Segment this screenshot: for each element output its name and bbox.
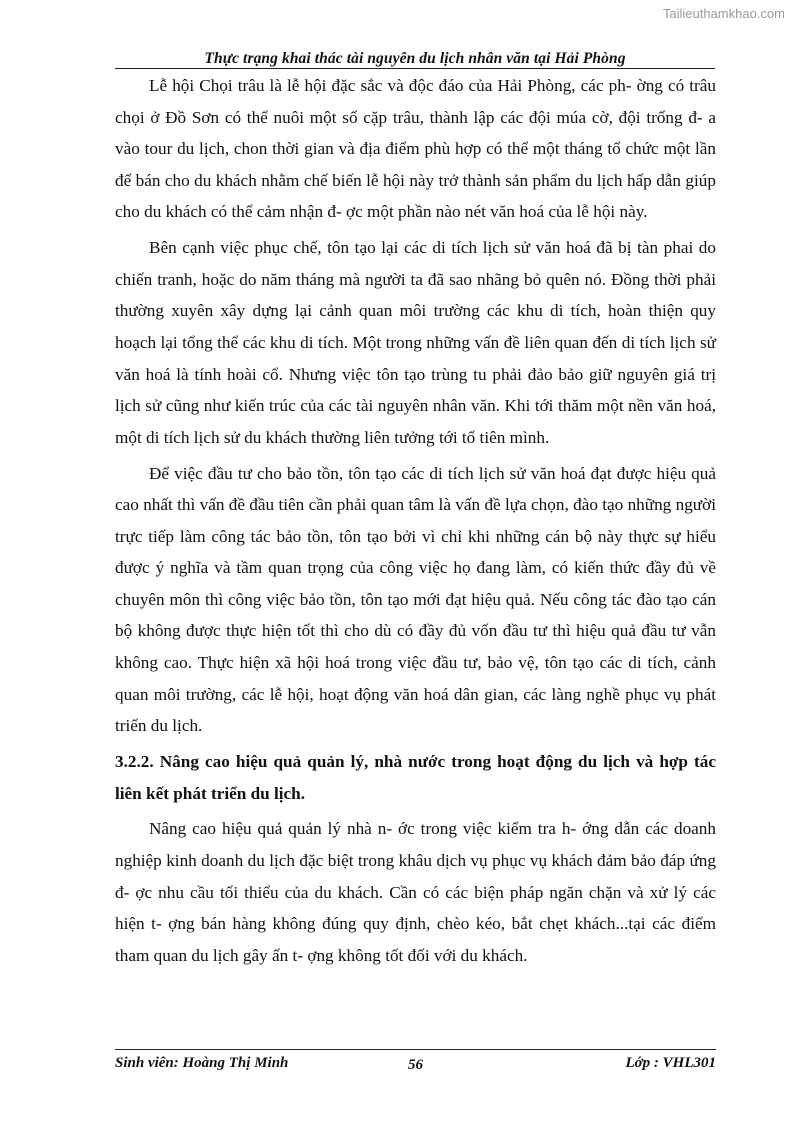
- header-divider: [115, 68, 715, 69]
- footer-student-name: Sinh viên: Hoàng Thị Minh: [115, 1055, 289, 1071]
- paragraph-buffalo-fighting: Lễ hội Chọi trâu là lễ hội đặc sắc và độc đáo của Hải Phòng, các ph- ờng có trâu chọi ở Đồ Sơn có thể nuôi một số cặp trâu, thành lập các đội múa cờ, đội trống đ- a vào tour du lịch, chon thời gian và địa điểm phù hợp có thể một tháng tổ chức một lần để bán cho du khách nhằm chế biến lễ hội này trở thành sản phẩm du lịch hấp dẫn giúp cho du khách có thể cảm nhận đ- ợc một phần nào nét văn hoá của lễ hội này.: [115, 76, 716, 222]
- running-header-title: Thực trạng khai thác tài nguyên du lịch nhân văn tại Hải Phòng: [204, 50, 626, 67]
- footer-divider: [115, 1049, 716, 1050]
- section-heading-3-2-2: 3.2.2. Nâng cao hiệu quả quản lý, nhà nước trong hoạt động du lịch và hợp tác liên kết phát triển du lịch.: [115, 752, 716, 803]
- watermark: Tailieuthamkhao.com: [662, 6, 785, 21]
- page-footer: [115, 1055, 716, 1079]
- page-body: [115, 70, 716, 976]
- footer-page-number: 56: [408, 1057, 423, 1073]
- paragraph-management: Nâng cao hiệu quả quản lý nhà n- ớc trong việc kiểm tra h- ớng dẫn các doanh nghiệp kinh doanh du lịch đặc biệt trong khâu dịch vụ phục vụ khách đảm bảo đáp ứng đ- ợc nhu cầu tối thiểu của du khách. Cần có các biện pháp ngăn chặn và xử lý các hiện t- ợng bán hàng không đúng quy định, chèo kéo, bắt chẹt khách...tại các điểm tham quan du lịch gây ấn t- ợng không tốt đối với du khách.: [115, 819, 716, 965]
- paragraph-restoration: Bên cạnh việc phục chế, tôn tạo lại các di tích lịch sử văn hoá đã bị tàn phai do chiến tranh, hoặc do năm tháng mà người ta đã sao nhãng bỏ quên nó. Đồng thời phải thường xuyên xây dựng lại cảnh quan môi trường các khu di tích, hoàn thiện quy hoạch lại tổng thể các khu di tích. Một trong những vấn đề liên quan đến di tích lịch sử văn hoá là tính hoài cổ. Nhưng việc tôn tạo trùng tu phải đảo bảo giữ nguyên giá trị lịch sử cũng như kiến trúc của các tài nguyên nhân văn. Khi tới thăm một nền văn hoá, một di tích lịch sử du khách thường liên tưởng tới tổ tiên mình.: [115, 238, 716, 447]
- footer-class-code: Lớp : VHL301: [625, 1055, 716, 1071]
- paragraph-training: Để việc đầu tư cho bảo tồn, tôn tạo các di tích lịch sử văn hoá đạt được hiệu quả cao nhất thì vấn đề đầu tiên cần phải quan tâm là vấn đề lựa chọn, đào tạo những người trực tiếp làm công tác bảo tồn, tôn tạo bởi vì chỉ khi những cán bộ này thực sự hiểu được ý nghĩa và tầm quan trọng của công việc họ đang làm, có kiến thức đầy đủ về chuyên môn thì công việc bảo tồn, tôn tạo mới đạt hiệu quả. Nếu công tác đào tạo cán bộ không được thực hiện tốt thì cho dù có đầy đủ vốn đầu tư thì hiệu quả đầu tư vẫn không cao. Thực hiện xã hội hoá trong việc đầu tư, bảo vệ, tôn tạo các di tích, cảnh quan môi trường, các lễ hội, hoạt động văn hoá dân gian, các làng nghề phục vụ phát triển du lịch.: [115, 463, 716, 736]
